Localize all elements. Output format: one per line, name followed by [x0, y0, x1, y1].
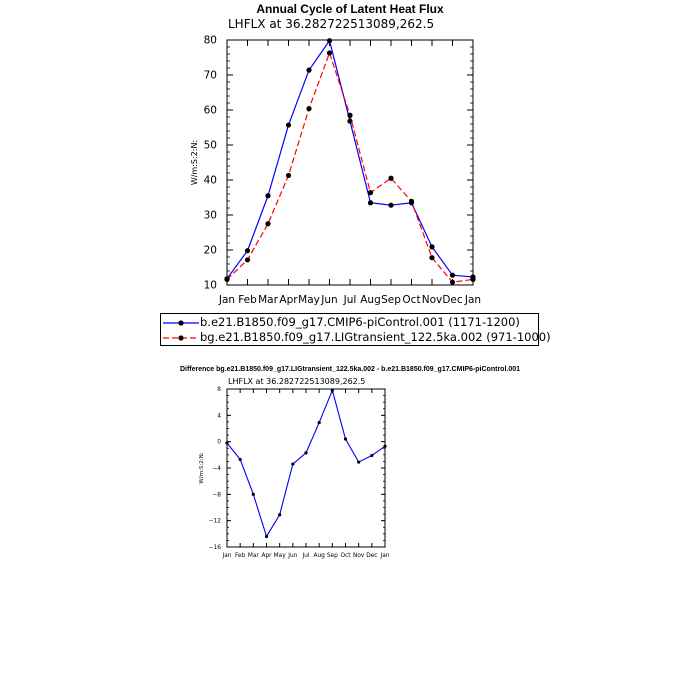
data-point	[318, 421, 321, 424]
y-tick-label: 80	[203, 34, 217, 47]
y-tick-label: 60	[203, 104, 217, 117]
x-tick-label: Jul	[343, 294, 357, 306]
difference-title: Difference bg.e21.B1850.f09_g17.LIGtransient_122.5ka.002 - b.e21.B1850.f09_g17.CMIP6-piControl.001	[179, 366, 521, 373]
data-point	[252, 493, 255, 496]
x-tick-label: Aug	[360, 294, 381, 306]
y-tick-label: 50	[203, 139, 217, 152]
y-tick-label: −4	[212, 466, 221, 473]
data-point	[225, 441, 228, 444]
y-tick-label: 70	[203, 69, 217, 82]
y-tick-label: −8	[212, 492, 221, 499]
x-tick-label: Nov	[421, 294, 443, 306]
chart-subtitle: LHFLX at 36.282722513089,262.5	[228, 17, 435, 31]
x-tick-label: Sep	[381, 294, 401, 306]
data-point	[265, 535, 268, 538]
x-tick-label: May	[298, 294, 320, 306]
data-point	[304, 451, 307, 454]
y-tick-label: 20	[203, 244, 217, 257]
data-point	[357, 460, 360, 463]
x-tick-label: Dec	[366, 553, 378, 559]
x-tick-label: Feb	[238, 294, 257, 306]
data-point	[239, 458, 242, 461]
x-tick-label: Jan	[218, 294, 236, 306]
data-point	[331, 389, 334, 392]
x-tick-label: Nov	[353, 553, 365, 559]
x-tick-label: Dec	[442, 294, 463, 306]
legend-label-picontrol: b.e21.B1850.f09_g17.CMIP6-piControl.001 (1171-1200)	[200, 315, 520, 329]
x-tick-label: Jan	[464, 294, 482, 306]
x-tick-label: Jan	[222, 553, 232, 559]
y-tick-label: 8	[217, 387, 221, 394]
x-tick-label: Jun	[288, 553, 298, 559]
x-tick-label: Feb	[235, 553, 246, 559]
series-line-0	[227, 390, 385, 536]
y-tick-label: 4	[217, 413, 221, 420]
y-axis-label: W/m:S:2:N:	[199, 452, 205, 484]
data-point	[344, 437, 347, 440]
x-tick-label: Jan	[380, 553, 390, 559]
x-tick-label: Jul	[302, 553, 310, 559]
x-tick-label: Jun	[321, 294, 338, 306]
y-tick-label: 10	[203, 279, 217, 292]
x-tick-label: Aug	[313, 553, 325, 559]
data-point	[278, 513, 281, 516]
x-tick-label: Sep	[326, 553, 338, 559]
chart-title: Annual Cycle of Latent Heat Flux	[256, 2, 444, 16]
x-tick-label: Mar	[247, 553, 259, 559]
x-tick-label: Oct	[402, 294, 421, 306]
x-tick-label: Apr	[261, 553, 272, 559]
x-tick-label: Oct	[340, 553, 351, 559]
y-tick-label: −12	[208, 518, 221, 525]
plot-frame	[227, 389, 385, 547]
x-tick-label: Mar	[258, 294, 278, 306]
data-point	[370, 454, 373, 457]
difference-subtitle: LHFLX at 36.282722513089,262.5	[228, 377, 366, 386]
data-point	[291, 462, 294, 465]
legend-label-ligtransient: bg.e21.B1850.f09_g17.LIGtransient_122.5ka.002 (971-1000)	[200, 330, 551, 344]
x-tick-label: May	[273, 553, 286, 559]
x-tick-label: Apr	[279, 294, 298, 306]
y-tick-label: 0	[217, 439, 221, 446]
y-tick-label: 30	[203, 209, 217, 222]
y-tick-label: 40	[203, 174, 217, 187]
data-point	[383, 445, 386, 448]
y-tick-label: −16	[208, 545, 221, 552]
y-axis-label: W/m:S:2:N:	[190, 139, 199, 186]
